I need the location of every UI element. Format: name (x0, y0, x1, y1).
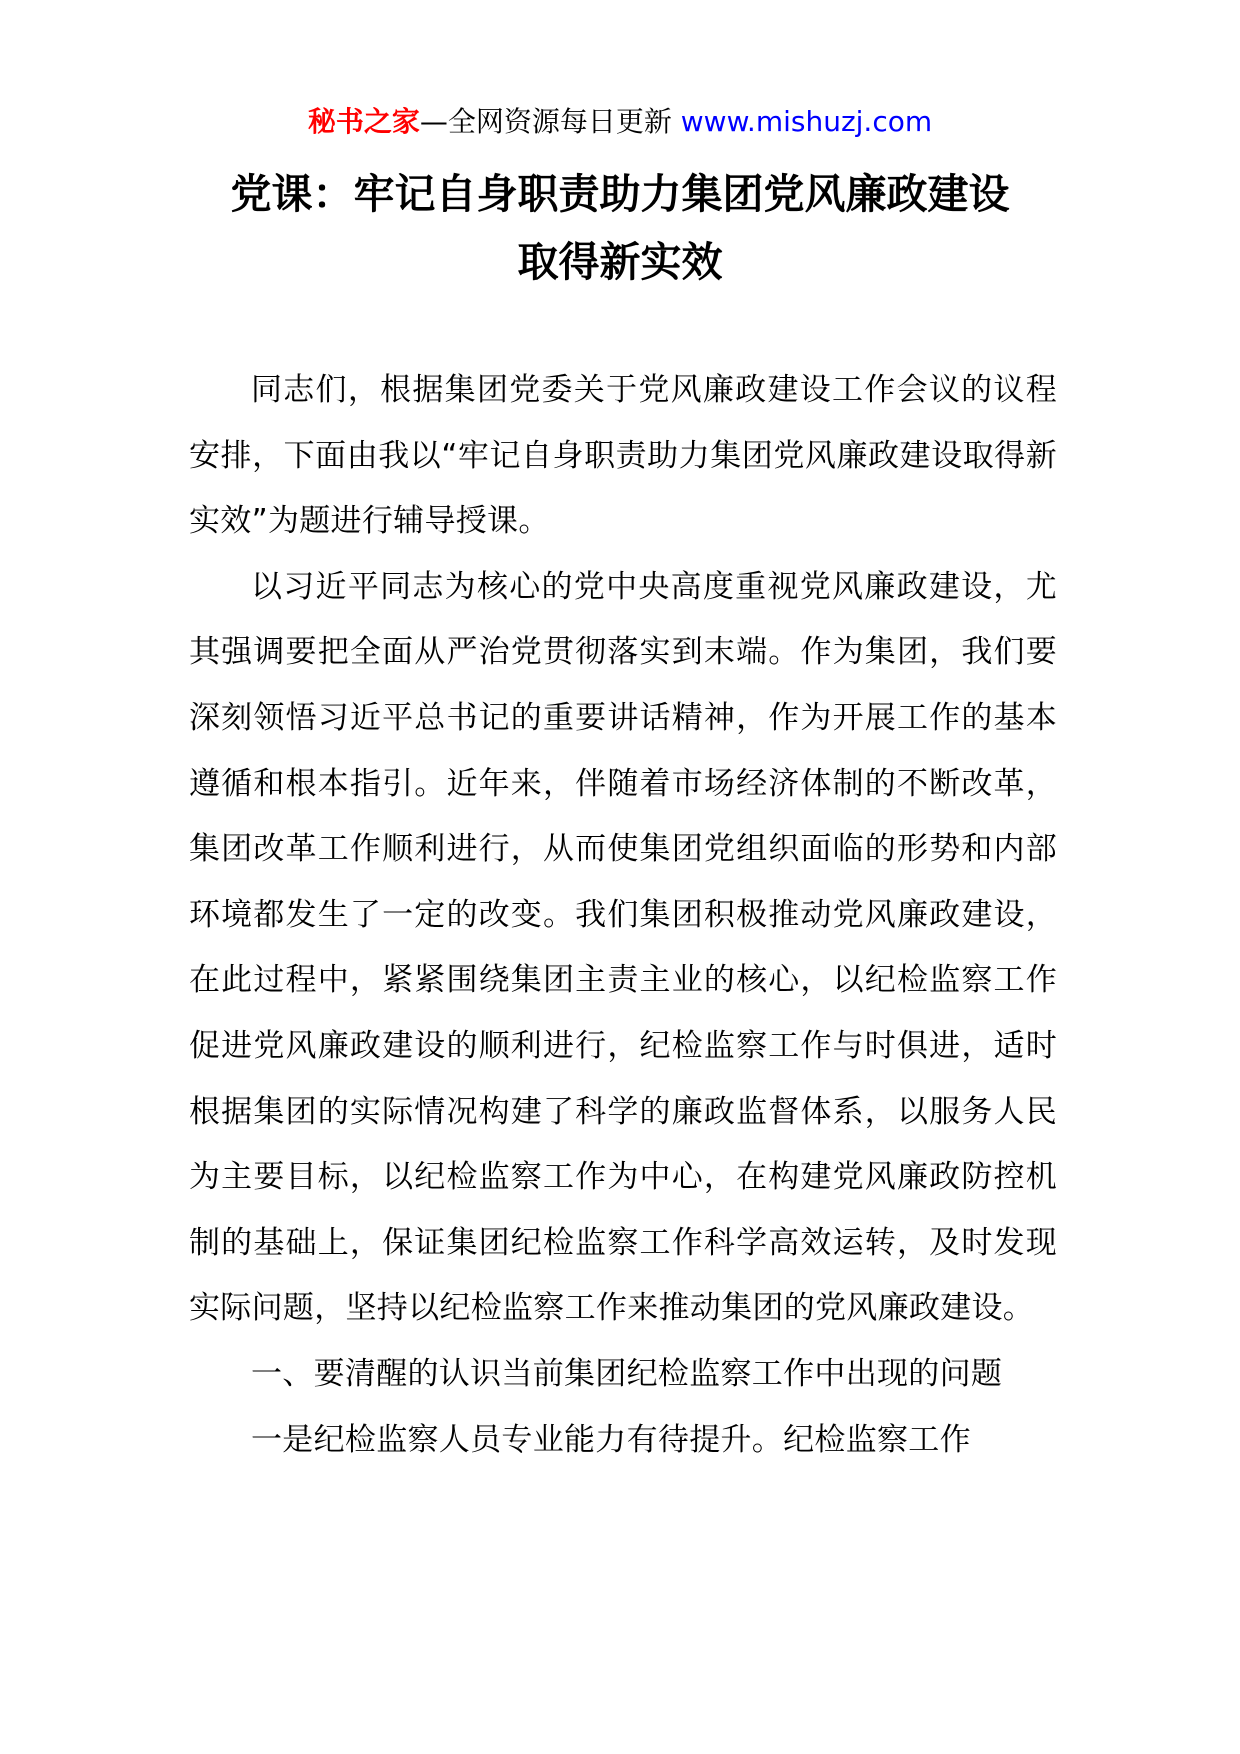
document-title (0, 160, 1240, 296)
paragraph-intro: 同志们，根据集团党委关于党风廉政建设工作会议的议程安排，下面由我以“牢记自身职责助力集团党风廉政建设取得新实效”为题进行辅导授课。 (189, 372, 1057, 540)
site-brand: 秘书之家 (307, 105, 420, 138)
paragraph-background: 以习近平同志为核心的党中央高度重视党风廉政建设，尤其强调要把全面从严治党贯彻落实到末端。作为集团，我们要深刻领悟习近平总书记的重要讲话精神，作为开展工作的基本遵循和根本指引。近年来，伴随着市场经济体制的不断改革，集团改革工作顺利进行，从而使集团党组织面临的形势和内部环境都发生了一定的改变。我们集团积极推动党风廉政建设，在此过程中，紧紧围绕集团主责主业的核心，以纪检监察工作促进党风廉政建设的顺利进行，纪检监察工作与时俱进，适时根据集团的实际情况构建了科学的廉政监督体系，以服务人民为主要目标，以纪检监察工作为中心，在构建党风廉政防控机制的基础上，保证集团纪检监察工作科学高效运转，及时发现实际问题，坚持以纪检监察工作来推动集团的党风廉政建设。 (189, 568, 1057, 1327)
site-tagline: —全网资源每日更新 (419, 105, 681, 138)
title-line-1: 党课：牢记自身职责助力集团党风廉政建设 (230, 170, 1010, 218)
site-header (0, 100, 1240, 144)
section-heading-1: 一、要清醒的认识当前集团纪检监察工作中出现的问题 (251, 1355, 1003, 1392)
site-url[interactable]: www.mishuzj.com (680, 105, 933, 138)
title-line-2: 取得新实效 (517, 238, 723, 286)
document-body (189, 358, 1057, 1473)
paragraph-point-1: 一是纪检监察人员专业能力有待提升。纪检监察工作 (251, 1421, 971, 1458)
